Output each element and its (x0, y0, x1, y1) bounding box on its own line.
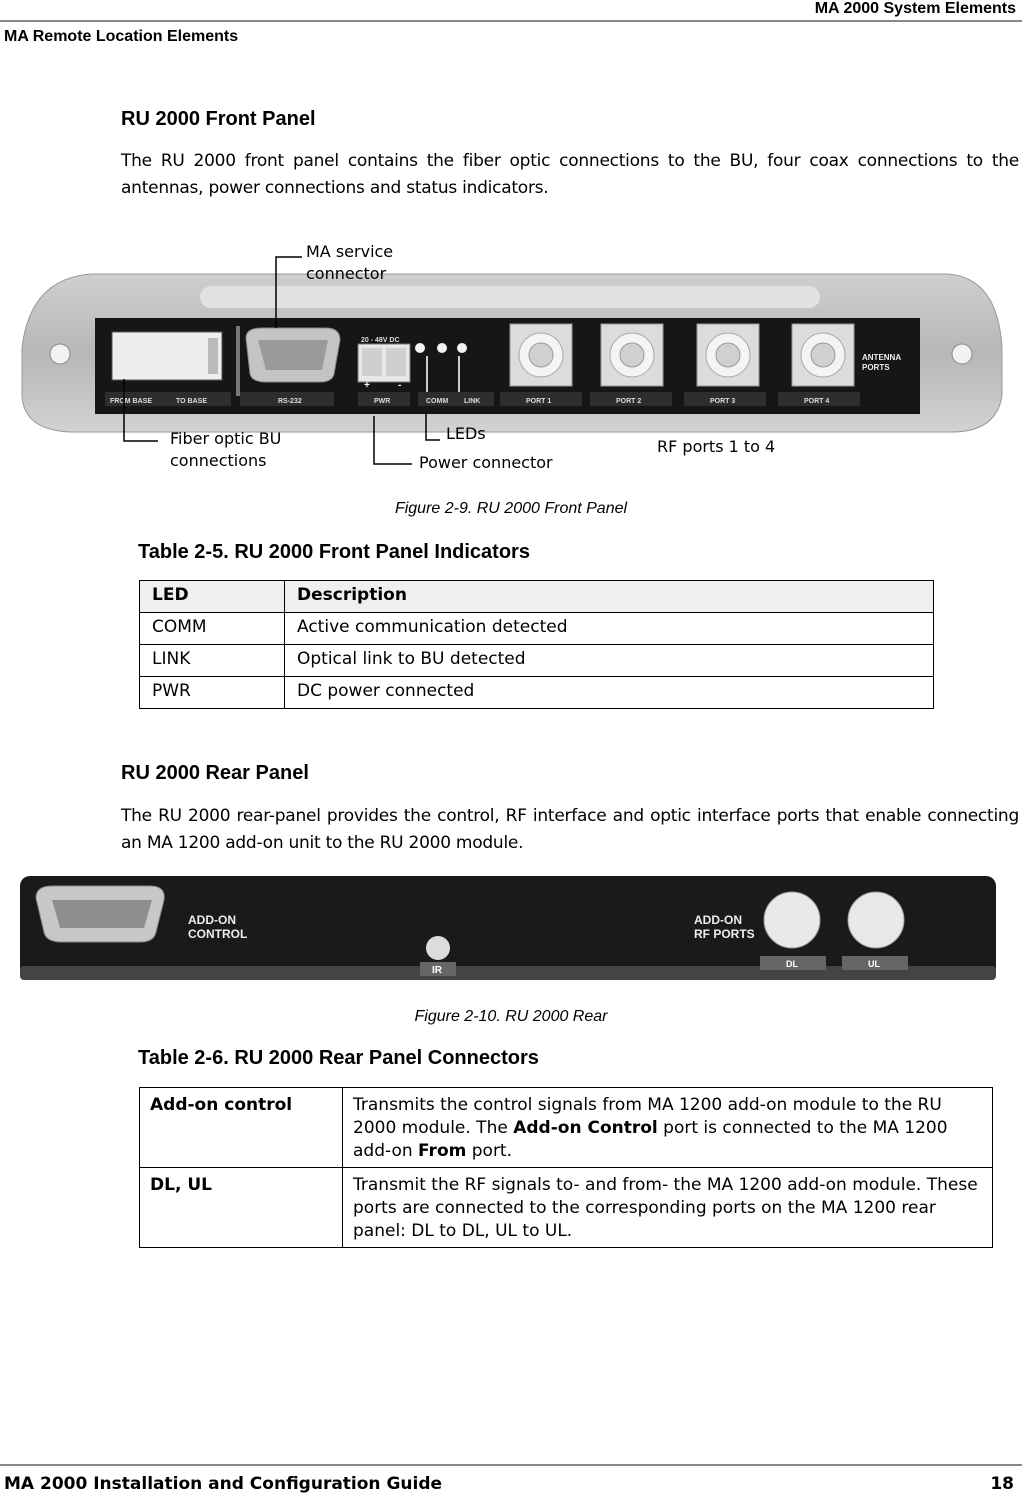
table-row (140, 613, 934, 645)
callout-fiber-line2: connections (170, 451, 267, 470)
label-to-base: TO BASE (176, 398, 207, 405)
description-cell: Active communication detected (285, 613, 934, 645)
led-cell: PWR (140, 677, 285, 709)
desc-text: port. (466, 1141, 512, 1161)
figure-2-10-caption: Figure 2-10. RU 2000 Rear (414, 1008, 608, 1025)
connector-description-cell (343, 1088, 993, 1168)
running-header-chapter: MA Remote Location Elements (4, 28, 239, 45)
label-ul: UL (868, 959, 880, 969)
rf-port-1-connector (510, 324, 572, 386)
svg-text:+: + (364, 380, 370, 391)
front-panel-heading: RU 2000 Front Panel (121, 108, 316, 130)
label-port4: PORT 4 (804, 398, 830, 405)
front-panel-paragraph: The RU 2000 front panel contains the fiber optic connections to the BU, four coax connections to the antennas, power connections and status indicators. (121, 151, 1019, 198)
label-dl: DL (786, 959, 798, 969)
column-header-description: Description (285, 581, 934, 613)
label-link: LINK (464, 398, 481, 405)
running-header-section: MA 2000 System Elements (814, 0, 1016, 17)
label-port2: PORT 2 (616, 398, 642, 405)
desc-emphasis: Add-on Control (513, 1118, 658, 1138)
description-cell: DC power connected (285, 677, 934, 709)
table-header-row (140, 581, 934, 613)
desc-text: Transmits the control signals from MA 1200 add-on module to the RU 2000 module. The (353, 1095, 942, 1138)
label-port3: PORT 3 (710, 398, 736, 405)
table-row (140, 677, 934, 709)
rear-panel-heading: RU 2000 Rear Panel (121, 762, 309, 784)
footer-divider (0, 1464, 1022, 1466)
label-comm: COMM (426, 398, 449, 405)
label-ports: PORTS (862, 363, 890, 372)
table-row (140, 645, 934, 677)
mount-screw-right (952, 344, 972, 364)
led-cell: LINK (140, 645, 285, 677)
label-port1: PORT 1 (526, 398, 552, 405)
label-addon-rf-2: RF PORTS (694, 927, 755, 941)
figure-2-9-caption: Figure 2-9. RU 2000 Front Panel (394, 500, 628, 517)
mount-screw-left (50, 344, 70, 364)
column-header-led: LED (140, 581, 285, 613)
front-panel-illustration (0, 236, 1022, 486)
rf-port-4-connector (792, 324, 854, 386)
label-rs232: RS-232 (278, 398, 302, 405)
ul-port (848, 892, 904, 948)
label-dc: 20 - 48V DC (361, 337, 400, 344)
front-panel-figure (0, 236, 1022, 486)
page-number: 18 (990, 1474, 1014, 1494)
callout-power-connector: Power connector (419, 453, 553, 472)
led-cell: COMM (140, 613, 285, 645)
callout-fiber-line1: Fiber optic BU (170, 429, 282, 448)
footer-guide-title: MA 2000 Installation and Configuration Guide (4, 1474, 443, 1494)
connector-name-cell: Add-on control (140, 1088, 343, 1168)
desc-emphasis: From (418, 1141, 467, 1161)
header-divider (0, 20, 1022, 22)
connector-name-cell: DL, UL (140, 1168, 343, 1248)
table-2-6-title: Table 2-6. RU 2000 Rear Panel Connectors (138, 1047, 539, 1069)
label-addon-control-1: ADD-ON (188, 913, 236, 927)
label-ir: IR (432, 965, 442, 976)
description-cell: Optical link to BU detected (285, 645, 934, 677)
label-from-base: FROM BASE (110, 398, 152, 405)
led-link (457, 343, 467, 353)
label-addon-rf-1: ADD-ON (694, 913, 742, 927)
callout-rf-ports: RF ports 1 to 4 (657, 437, 776, 456)
led-comm (437, 343, 447, 353)
rear-panel-illustration (0, 870, 1022, 988)
front-panel-indicators-table (139, 580, 934, 709)
rf-port-2-connector (601, 324, 663, 386)
dl-port (764, 892, 820, 948)
svg-text:-: - (398, 380, 402, 391)
table-row (140, 1088, 993, 1168)
rear-panel-connectors-table (139, 1087, 993, 1248)
connector-description-cell: Transmit the RF signals to- and from- the MA 1200 add-on module. These ports are connected to the corresponding ports on the MA 1200 rear panel: DL to DL, UL to UL. (343, 1168, 993, 1248)
callout-leds: LEDs (446, 424, 486, 443)
rear-panel-paragraph: The RU 2000 rear-panel provides the control, RF interface and optic interface ports that enable connecting an MA 1200 add-on unit to the RU 2000 module. (121, 806, 1019, 853)
rear-panel-figure (0, 870, 1022, 988)
desc-text: port is connected to the MA 1200 add-on (353, 1118, 948, 1161)
table-row (140, 1168, 993, 1248)
label-addon-control-2: CONTROL (188, 927, 248, 941)
table-2-5-title: Table 2-5. RU 2000 Front Panel Indicators (138, 541, 530, 563)
ir-sensor (426, 936, 450, 960)
label-pwr: PWR (374, 398, 391, 405)
led-pwr (415, 343, 425, 353)
rf-port-3-connector (697, 324, 759, 386)
label-antenna: ANTENNA (862, 353, 902, 362)
callout-ma-service-connector: MA service connector (306, 242, 394, 283)
